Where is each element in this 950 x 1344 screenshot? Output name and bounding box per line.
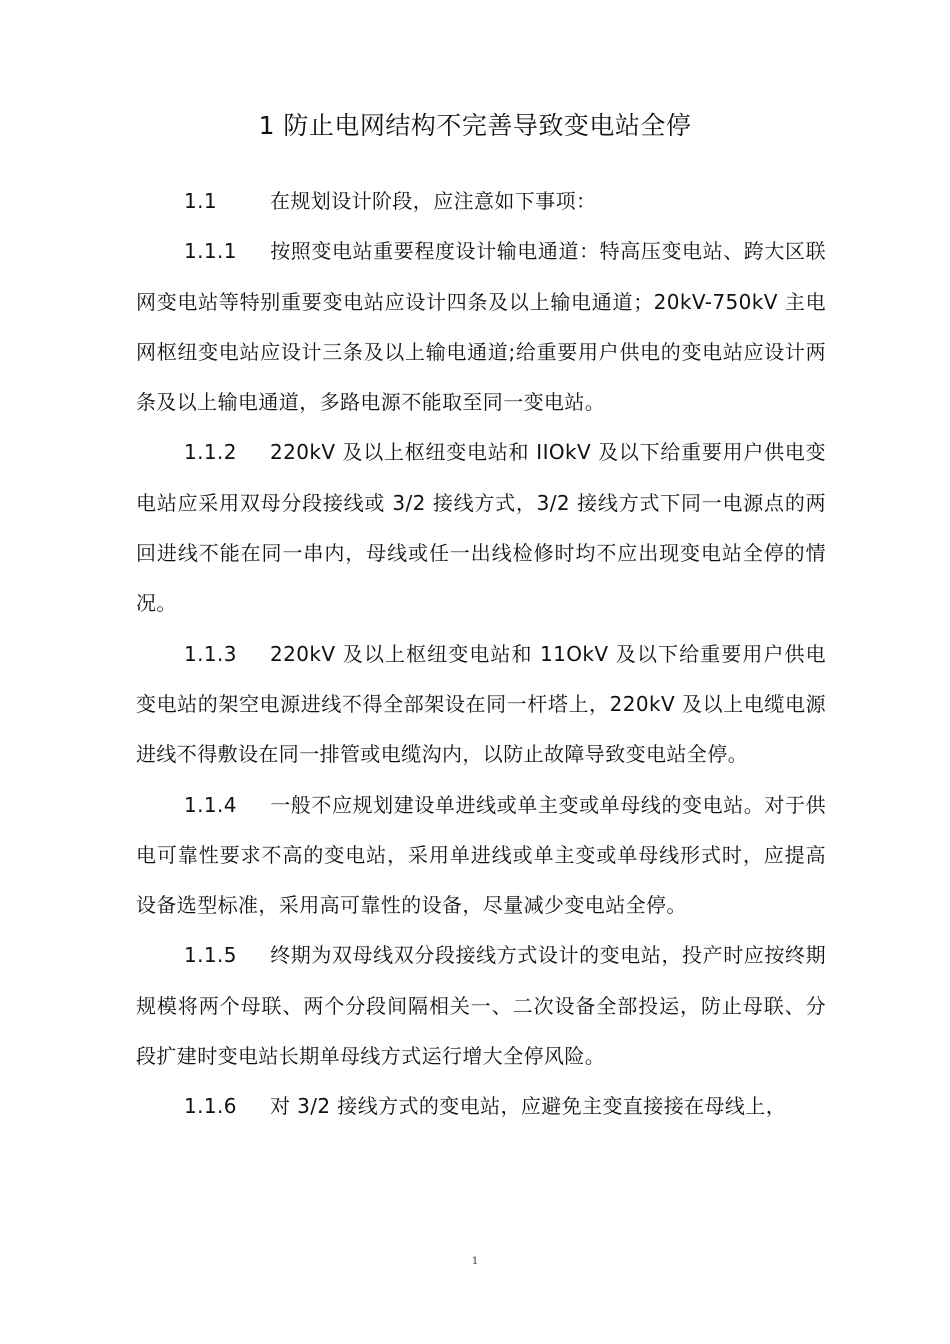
section-paragraph bbox=[136, 1081, 826, 1131]
section-paragraph bbox=[136, 226, 826, 427]
document-body bbox=[136, 176, 826, 1132]
page-number: 1 bbox=[471, 1256, 479, 1267]
section-text: 在规划设计阶段，应注意如下事项： bbox=[270, 189, 597, 213]
section-number: 1.1 bbox=[184, 189, 218, 213]
section-text: 终期为双母线双分段接线方式设计的变电站，投产时应按终期规模将两个母联、两个分段间隔相关一、二次设备全部投运，防止母联、分段扩建时变电站长期单母线方式运行增大全停风险。 bbox=[136, 943, 826, 1069]
section-number: 1.1.6 bbox=[184, 1094, 237, 1119]
section-number: 1.1.1 bbox=[184, 239, 237, 264]
section-number: 1.1.4 bbox=[184, 792, 237, 817]
section-text: 220kV 及以上枢纽变电站和 11OkV 及以下给重要用户供电变电站的架空电源进线不得全部架设在同一杆塔上，220kV 及以上电缆电源进线不得敷设在同一排管或电缆沟内，以防止故障导致变电站全停。 bbox=[136, 641, 826, 767]
document-title: 1 防止电网结构不完善导致变电站全停 bbox=[258, 111, 692, 140]
section-paragraph bbox=[136, 427, 826, 628]
section-paragraph bbox=[136, 176, 826, 226]
section-text: 按照变电站重要程度设计输电通道：特高压变电站、跨大区联网变电站等特别重要变电站应设计四条及以上输电通道；20kV-750kV 主电网枢纽变电站应设计三条及以上输电通道;给重要用户供电的变电站应设计两条及以上输电通道，多路电源不能取至同一变电站。 bbox=[136, 239, 826, 415]
section-text: 一般不应规划建设单进线或单主变或单母线的变电站。对于供电可靠性要求不高的变电站，采用单进线或单主变或单母线形式时，应提高设备选型标准，采用高可靠性的设备，尽量减少变电站全停。 bbox=[136, 792, 826, 918]
section-number: 1.1.3 bbox=[184, 641, 237, 666]
section-paragraph bbox=[136, 780, 826, 931]
section-text: 对 3/2 接线方式的变电站，应避免主变直接接在母线上， bbox=[270, 1094, 787, 1119]
section-number: 1.1.5 bbox=[184, 943, 237, 968]
section-paragraph bbox=[136, 629, 826, 780]
section-paragraph bbox=[136, 930, 826, 1081]
section-text: 220kV 及以上枢纽变电站和 IIOkV 及以下给重要用户供电变电站应采用双母分段接线或 3/2 接线方式，3/2 接线方式下同一电源点的两回进线不能在同一串内，母线或任一出线检修时均不应出现变电站全停的情况。 bbox=[136, 440, 826, 616]
section-number: 1.1.2 bbox=[184, 440, 237, 465]
